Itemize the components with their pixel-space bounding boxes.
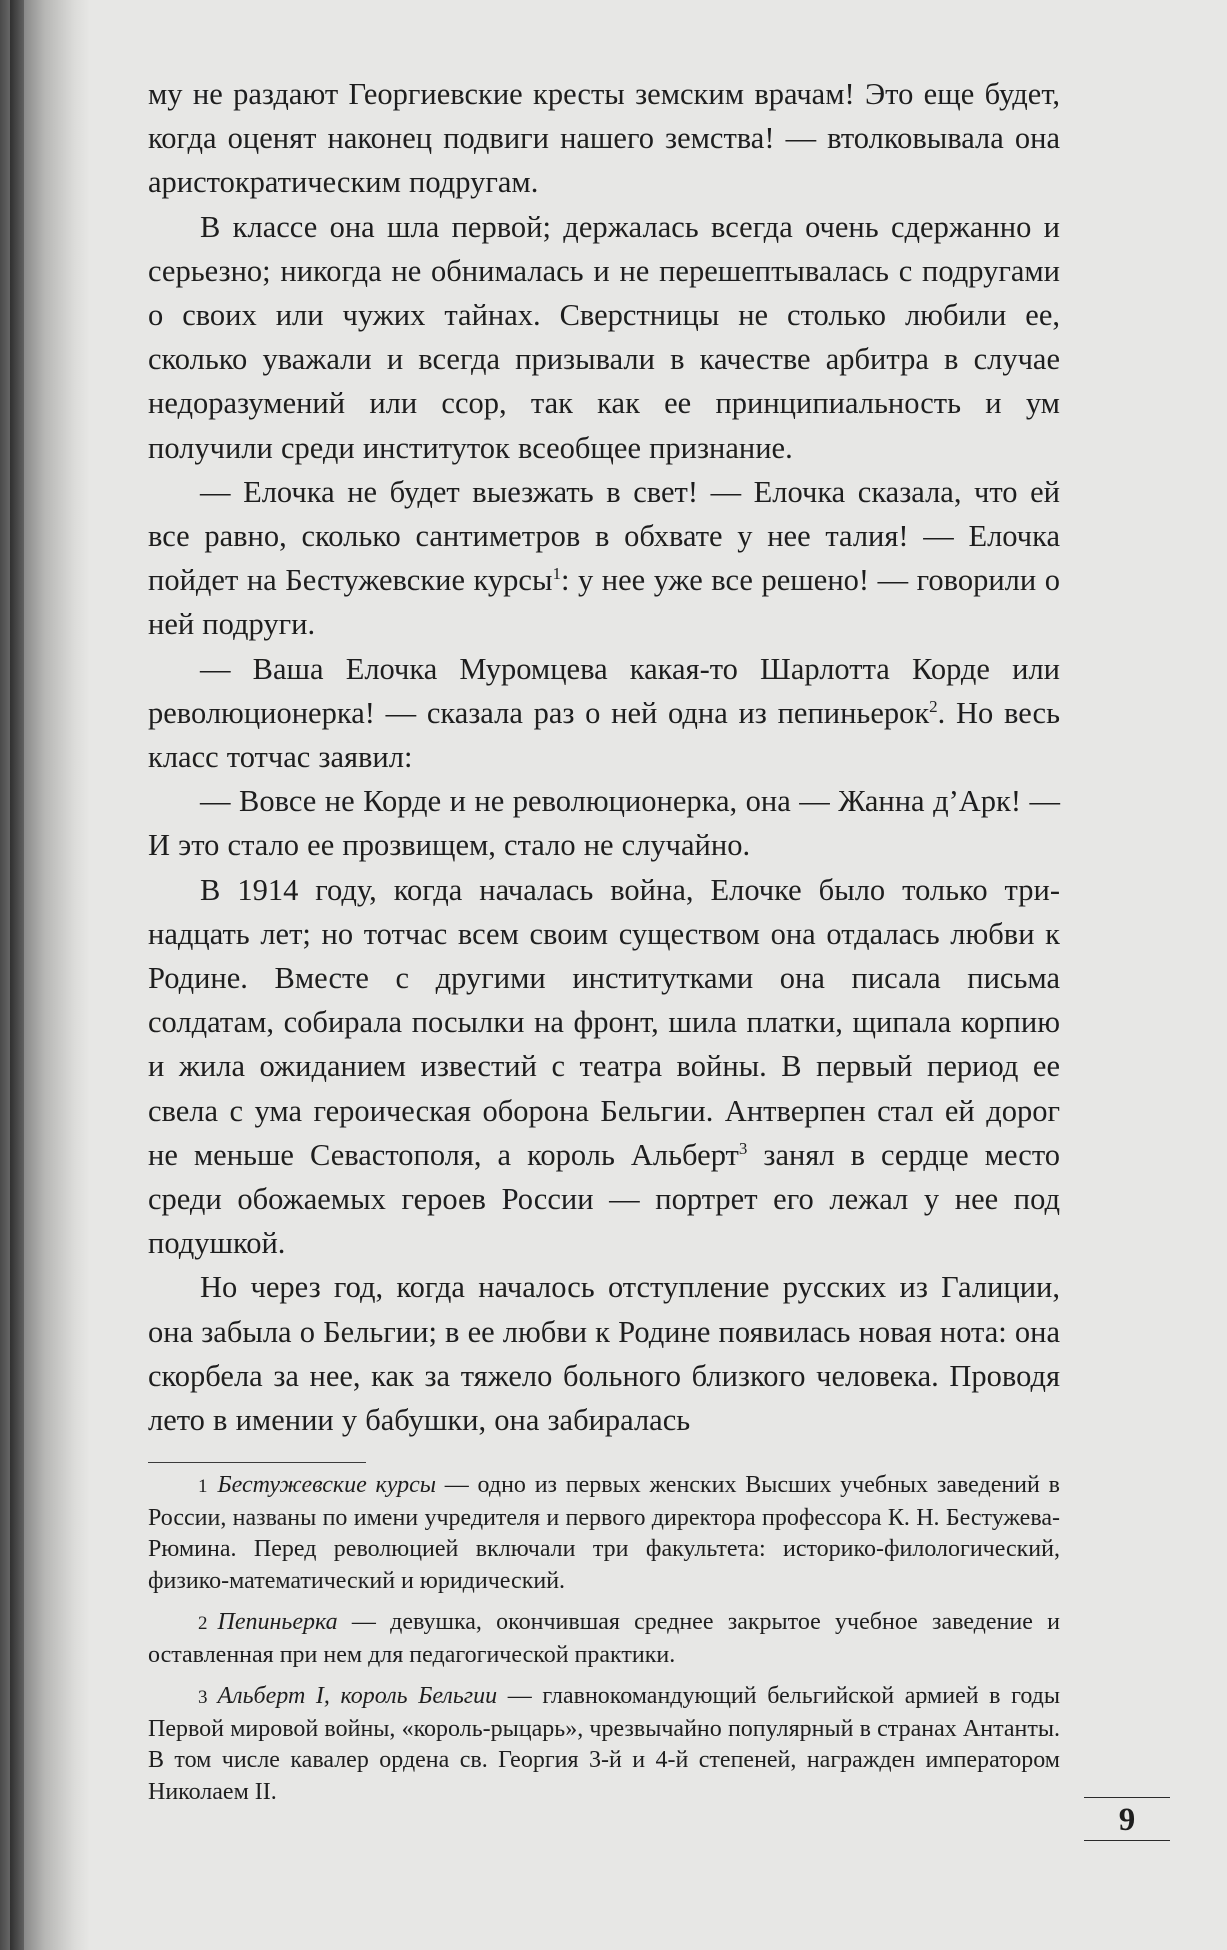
paragraph-6-text-a: В 1914 году, когда началась война, Елочке было только тринадцать лет; но тотчас всем своим существом она отдалась любви к Родине. Вместе с другими институтками она писала письма солдатам, собирала посылки на фронт, шила платки, щипала корпию и жила ожиданием известий с театра войны. В первый период ее свела с ума героическая оборона Бельгии. Антверпен стал ей дорог не меньше Севастополя, а король Альберт: [148, 872, 1060, 1172]
footnote-text: — одно из первых женских Высших учебных заведений в России, названы по имени учредителя и первого директора профессора К. Н. Бестужева-Рюмина. Перед революцией включали три факультета: историко-филологический, физико-математический и юридический.: [148, 1472, 1060, 1594]
footnote-text: — главнокомандующий бельгийской армией в годы Первой мировой войны, «король-рыцарь», чрезвычайно популярный в странах Антанты. В том числе кавалер ордена св. Георгия 3-й и 4-й степеней, награжден императором Николаем II.: [148, 1683, 1060, 1805]
footnote-term: Пепиньерка: [217, 1609, 338, 1635]
paragraph-3-text-b: : у нее уже все решено! — говорили о ней подруги.: [148, 563, 1060, 642]
paragraph-5: — Вовсе не Корде и не революционерка, она — Жанна д’Арк! — И это стало ее прозвищем, стало не случайно.: [148, 784, 1060, 863]
paragraph-6: [148, 868, 1060, 1266]
footnote-ref-1: 1: [552, 564, 561, 584]
paragraph-3-text-a: — Елочка не будет выезжать в свет! — Елочка сказала, что ей все равно, сколько сантиметров в обхвате у нее талия! — Елочка пойдет на Бестужевские курсы: [148, 474, 1060, 598]
footnote-divider: [148, 1462, 366, 1463]
footnote-number: 1: [198, 1476, 208, 1497]
main-text: [148, 72, 1060, 1442]
footnote-2: [148, 1607, 1060, 1671]
footnote-text: — девушка, окончившая среднее закрытое учебное заведение и оставленная при нем для педагогической практики.: [148, 1609, 1060, 1668]
page-number: 9: [1084, 1800, 1170, 1841]
paragraph-1: му не раздают Георгиевские кресты земским врачам! Это еще будет, когда оценят наконец подвиги нашего земства! — втолковывала она аристократическим подругам.: [148, 77, 1060, 200]
footnote-ref-2: 2: [929, 696, 938, 716]
paragraph-4-text-a: — Ваша Елочка Муромцева какая-то Шарлотта Корде или революционерка! — сказала раз о ней одна из пепиньерок: [148, 651, 1060, 730]
paragraph-2: В классе она шла первой; держалась всегда очень сдержанно и серьезно; никогда не обнималась и не перешептывалась с подругами о своих или чужих тайнах. Сверстницы не столько любили ее, сколько уважали и всегда призывали в качестве арбитра в случае недоразумений или ссор, так как ее принципиальность и ум получили среди институток всеобщее признание.: [148, 209, 1060, 465]
footnote-term: Альберт I, король Бельгии: [217, 1683, 498, 1709]
paragraph-6-text-b: занял в сердце место среди обожаемых героев России — портрет его лежал у нее под подушкой.: [148, 1137, 1060, 1261]
footnote-3: [148, 1681, 1060, 1808]
footnote-1: [148, 1470, 1060, 1597]
footnotes: [148, 1470, 1060, 1818]
footnote-ref-3: 3: [738, 1138, 748, 1158]
page-number-rule: [1084, 1797, 1170, 1798]
footnote-number: 3: [198, 1687, 208, 1708]
paragraph-7: Но через год, когда началось отступление русских из Галиции, она забыла о Бельгии; в ее любви к Родине появилась новая нота: она скорбела за нее, как за тяжело больного близкого человека. Проводя лето в имении у бабушки, она забиралась: [148, 1270, 1060, 1438]
footnote-number: 2: [198, 1613, 208, 1634]
paragraph-3: [148, 470, 1060, 647]
footnote-term: Бестужевские курсы: [217, 1472, 436, 1498]
paper-edge: [10, 0, 24, 1950]
paragraph-4: [148, 647, 1060, 780]
paragraph-4-text-b: . Но весь класс тотчас заявил:: [148, 695, 1060, 775]
